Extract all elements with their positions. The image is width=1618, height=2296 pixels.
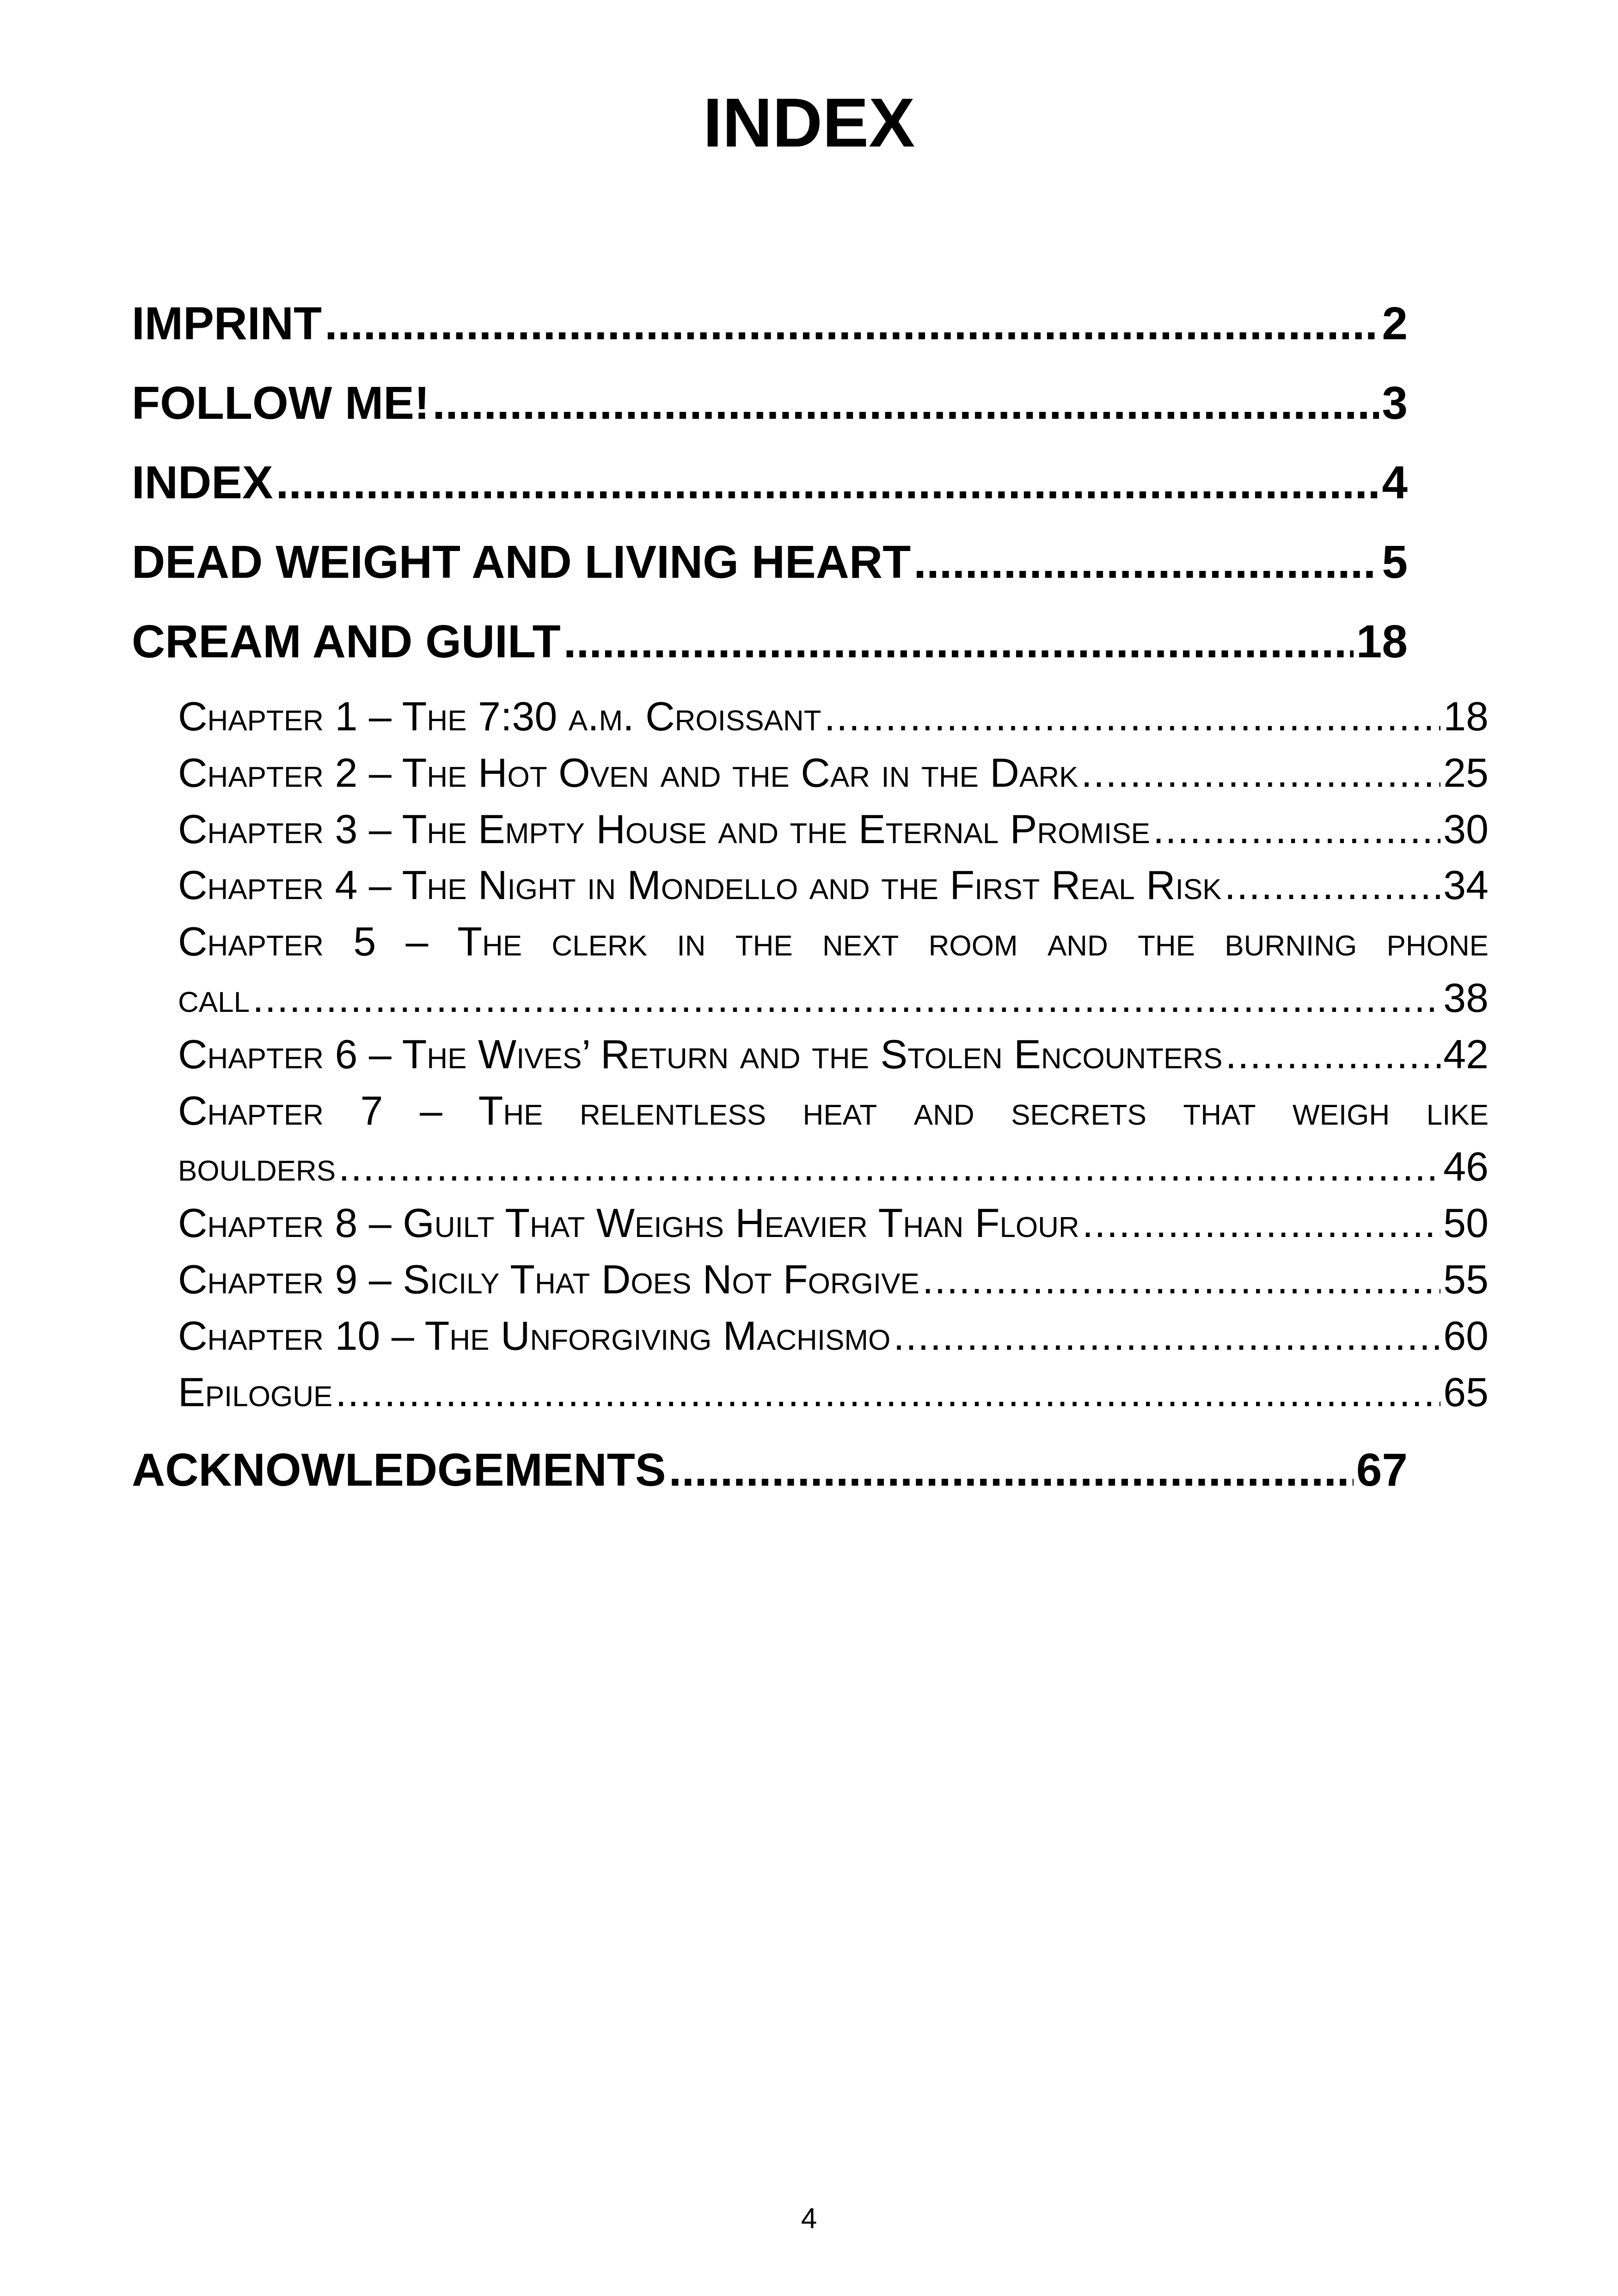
chapter-title: Chapter 1 – The 7:30 a.m. Croissant	[178, 693, 821, 739]
chapter-page: 42	[1443, 1031, 1489, 1077]
page-title: INDEX	[703, 84, 915, 161]
chapter-entry-8[interactable]	[178, 1195, 1489, 1252]
chapter-page: 25	[1443, 749, 1489, 796]
chapter-title: Chapter 8 – Guilt That Weighs Heavier Than Flour	[178, 1200, 1079, 1246]
chapter-title: Chapter 9 – Sicily That Does Not Forgive	[178, 1256, 919, 1302]
chapter-page: 55	[1443, 1256, 1489, 1302]
chapter-page: 18	[1443, 693, 1489, 739]
chapter-page: 50	[1443, 1200, 1489, 1246]
toc-entry-cream-and-guilt[interactable]	[132, 614, 1408, 669]
page-number: 4	[801, 2203, 817, 2235]
toc-entry-page: 4	[1382, 457, 1408, 508]
leader-dots	[1226, 1027, 1441, 1082]
toc-entry-dead-weight[interactable]	[132, 534, 1408, 614]
toc-bottom-list	[132, 1442, 1408, 1498]
toc-main-list	[132, 296, 1408, 669]
toc-entry-page: 67	[1356, 1444, 1408, 1496]
chapter-page: 65	[1443, 1369, 1489, 1415]
toc-entry-title: IMPRINT	[132, 298, 322, 349]
chapter-title: Chapter 3 – The Empty House and the Eternal Promise	[178, 806, 1150, 852]
leader-dots	[1081, 745, 1440, 801]
leader-dots	[325, 296, 1379, 351]
toc-entry-page: 3	[1382, 377, 1408, 429]
toc-entry-title: ACKNOWLEDGEMENTS	[132, 1444, 666, 1496]
leader-dots	[893, 1308, 1440, 1364]
leader-dots	[1153, 802, 1440, 857]
leader-dots	[335, 1365, 1440, 1420]
chapter-title-line: boulders	[178, 1144, 336, 1190]
chapter-page: 38	[1443, 974, 1489, 1021]
leader-dots	[252, 970, 1440, 1026]
chapter-title: Chapter 2 – The Hot Oven and the Car in the Dark	[178, 749, 1079, 796]
leader-dots	[1225, 857, 1441, 913]
chapter-entry-epilogue[interactable]	[178, 1365, 1489, 1421]
toc-entry-page: 2	[1382, 298, 1408, 349]
chapter-page: 34	[1443, 862, 1489, 908]
leader-dots	[1082, 1195, 1440, 1251]
chapter-entry-5[interactable]	[178, 914, 1489, 1027]
chapter-entry-10[interactable]	[178, 1308, 1489, 1365]
toc-entry-title: CREAM AND GUILT	[132, 616, 561, 667]
chapter-title: Epilogue	[178, 1369, 333, 1415]
chapter-entry-6[interactable]	[178, 1027, 1489, 1083]
leader-dots	[669, 1442, 1354, 1498]
chapter-page: 60	[1443, 1312, 1489, 1359]
leader-dots	[564, 614, 1354, 669]
chapter-title-line: call	[178, 974, 250, 1021]
chapter-page: 30	[1443, 806, 1489, 852]
chapter-entry-2[interactable]	[178, 745, 1489, 802]
toc-entry-title: INDEX	[132, 457, 273, 508]
toc-entry-page: 5	[1382, 536, 1408, 588]
toc-entry-follow-me[interactable]	[132, 375, 1408, 455]
chapter-title: Chapter 10 – The Unforgiving Machismo	[178, 1312, 891, 1359]
toc-entry-title: DEAD WEIGHT AND LIVING HEART	[132, 536, 911, 588]
leader-dots	[276, 455, 1379, 510]
toc-entry-page: 18	[1356, 616, 1408, 667]
chapter-title-line: Chapter 5 – The clerk in the next room and the burning phone	[178, 918, 1489, 965]
leader-dots	[824, 689, 1441, 744]
leader-dots	[338, 1139, 1440, 1194]
toc-entry-title: FOLLOW ME!	[132, 377, 430, 429]
chapter-list	[178, 689, 1489, 1420]
toc-entry-acknowledgements[interactable]	[132, 1442, 1408, 1498]
chapter-title: Chapter 4 – The Night in Mondello and the First Real Risk	[178, 862, 1222, 908]
leader-dots	[922, 1252, 1440, 1307]
chapter-entry-4[interactable]	[178, 857, 1489, 914]
leader-dots	[432, 375, 1379, 431]
toc-entry-imprint[interactable]	[132, 296, 1408, 375]
chapter-title: Chapter 6 – The Wives’ Return and the Stolen Encounters	[178, 1031, 1223, 1077]
chapter-entry-7[interactable]	[178, 1083, 1489, 1196]
chapter-page: 46	[1443, 1144, 1489, 1190]
chapter-entry-1[interactable]	[178, 689, 1489, 745]
chapter-entry-9[interactable]	[178, 1252, 1489, 1308]
leader-dots	[913, 534, 1379, 590]
chapter-title-line: Chapter 7 – The relentless heat and secrets that weigh like	[178, 1087, 1489, 1133]
toc-entry-index[interactable]	[132, 455, 1408, 534]
chapter-entry-3[interactable]	[178, 802, 1489, 858]
